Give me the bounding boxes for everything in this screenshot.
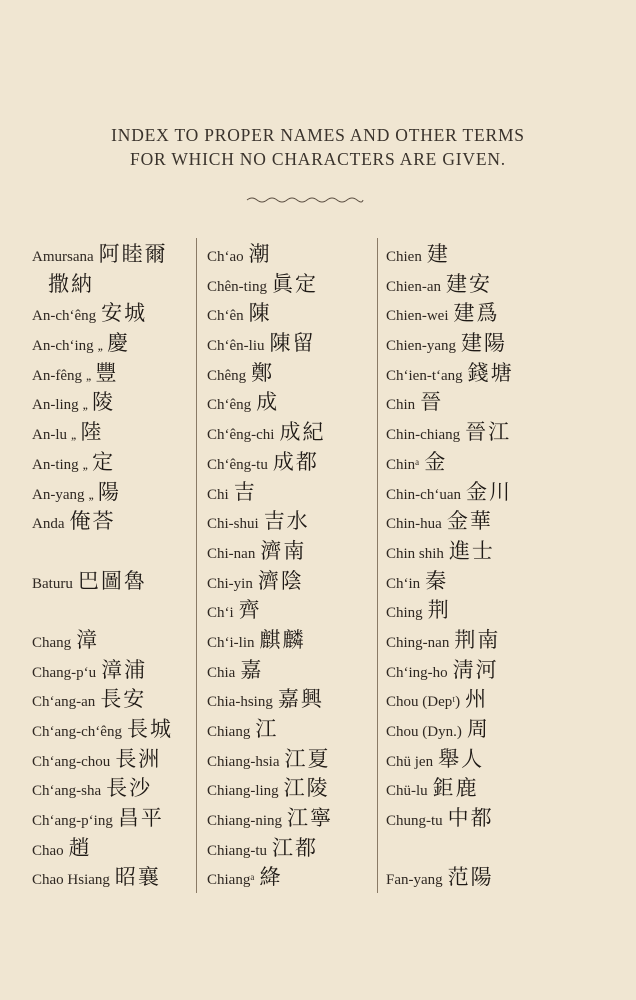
entry-romanization: Chʻang-an [32,694,96,711]
index-entry [32,656,232,686]
index-entry [207,270,407,300]
entry-characters: 江都 [272,835,318,860]
entry-romanization: An-fêng [32,367,82,384]
entry-romanization: Chʻao [207,249,244,265]
entry-characters: 阿睦爾 [98,242,168,266]
entry-characters: 麒麟 [259,627,306,652]
entry-romanization: An-ting [32,456,79,473]
ditto-mark: ,, [82,397,88,413]
entry-characters: 陳留 [269,331,316,356]
entry-characters: 長城 [126,717,173,741]
entry-romanization: Chiang-hsia [207,753,280,770]
entry-romanization: Chi-yin [207,575,253,592]
page-title-line-1: INDEX TO PROPER NAMES AND OTHER TERMS [111,125,525,145]
entry-romanization: Chiang-ning [207,813,282,830]
entry-characters: 金華 [446,509,493,534]
entry-characters: 眞定 [272,271,318,296]
index-entry [207,299,407,329]
index-column-3 [386,240,586,893]
entry-characters: 漳浦 [101,657,148,682]
entry-romanization: Chien-wei [386,308,449,325]
ditto-mark: ,, [82,456,88,472]
index-entry [207,685,407,715]
entry-romanization: Chʻêng-chi [207,427,275,444]
index-entry [386,596,586,626]
entry-characters: 絳 [259,865,283,890]
entry-romanization: Chou (Depᵗ) [386,694,461,711]
ditto-mark: ,, [97,338,103,354]
index-entry [386,448,586,478]
entry-romanization: Baturu [32,575,73,592]
ditto-mark: ,, [85,367,91,383]
entry-characters: 潮 [248,242,272,266]
entry-characters: 金 [424,449,448,474]
index-entry [207,240,407,270]
index-entry [386,863,586,893]
index-entry [386,478,586,508]
entry-characters: 成 [256,390,280,415]
entry-characters: 進士 [448,538,495,563]
index-entry [386,834,586,864]
entry-romanization: Chao Hsiang [32,872,110,889]
index-entry [207,745,407,775]
entry-romanization: An-lu [32,427,67,444]
index-entry [32,715,232,745]
entry-romanization: Chʻi-lin [207,634,255,651]
entry-romanization: Chia-hsing [207,694,273,711]
entry-characters: 長安 [100,687,147,712]
index-entry [207,329,407,359]
entry-characters: 安城 [101,301,148,326]
entry-romanization: An-chʻêng [32,308,97,325]
entry-romanization: Chʻang-chʻêng [32,724,122,740]
entry-romanization: Chʻin [386,575,421,592]
entry-characters: 建爲 [453,301,500,326]
index-entry [386,240,586,270]
entry-characters: 撒納 [48,271,94,296]
index-entry [32,240,232,270]
index-entry [32,863,232,893]
entry-romanization: Chang-pʻu [32,664,97,681]
entry-characters: 晉江 [465,420,512,445]
entry-characters: 濟南 [260,538,307,563]
entry-characters: 鉅鹿 [432,776,479,801]
entry-romanization: Chi-shui [207,516,259,533]
entry-characters: 昭襄 [114,865,161,890]
index-entry [207,774,407,804]
index-entry [207,863,407,893]
entry-romanization: Chʻêng-tu [207,456,268,473]
entry-characters: 長洲 [115,746,162,771]
entry-romanization: Chên-ting [207,278,267,295]
index-entry [32,804,232,834]
entry-characters: 俺荅 [69,509,116,534]
index-entry [207,804,407,834]
entry-romanization: Chi-nan [207,545,256,562]
index-entry [386,745,586,775]
index-entry [207,567,407,597]
index-entry [386,804,586,834]
index-entry [386,537,586,567]
index-entry [386,359,586,389]
index-entry [32,567,232,597]
entry-characters: 齊 [238,598,262,623]
entry-romanization: Chinᵃ [386,456,420,473]
entry-characters: 陳 [248,301,272,326]
entry-romanization: Chʻên-liu [207,338,265,355]
index-entry [207,656,407,686]
index-entry [32,834,232,864]
entry-romanization: Chin-chʻuan [386,486,461,503]
entry-characters: 建 [426,242,450,266]
entry-romanization: Amursana [32,249,94,265]
index-entry [32,537,232,567]
entry-characters: 豐 [95,360,119,385]
entry-characters: 趙 [68,835,92,860]
index-entry [386,626,586,656]
index-entry [386,418,586,448]
index-column-2 [207,240,407,893]
entry-characters: 濟陰 [257,568,304,593]
entry-romanization: Anda [32,516,65,533]
entry-romanization: An-ling [32,397,79,414]
entry-characters: 秦 [425,568,449,593]
index-entry [32,685,232,715]
index-entry [386,329,586,359]
index-entry [32,299,232,329]
entry-characters: 鄭 [251,360,275,385]
entry-romanization: Chao [32,842,64,859]
index-entry [32,774,232,804]
entry-romanization: Chêng [207,367,247,384]
entry-characters: 江夏 [284,746,331,771]
index-entry [207,596,407,626]
entry-romanization: Chia [207,664,236,681]
entry-characters: 漳 [76,627,100,652]
index-entry [32,478,232,508]
entry-characters: 錢塘 [467,360,514,385]
index-entry [386,685,586,715]
index-entry [32,626,232,656]
entry-characters: 淸河 [452,657,499,682]
index-entry [386,507,586,537]
entry-romanization: Chien-yang [386,338,456,355]
entry-romanization: Fan-yang [386,872,443,889]
index-entry [32,507,232,537]
entry-romanization: Chiang-ling [207,783,279,800]
page-title-line-2: FOR WHICH NO CHARACTERS ARE GIVEN. [130,149,506,169]
entry-romanization: An-chʻing [32,338,94,355]
index-entry [207,359,407,389]
index-entry [207,834,407,864]
entry-romanization: Chü jen [386,753,434,770]
index-entry [207,388,407,418]
entry-characters: 昌平 [117,806,164,831]
entry-characters: 舉人 [438,746,485,771]
entry-romanization: Chung-tu [386,813,443,830]
entry-characters: 成都 [272,449,319,474]
entry-romanization: An-yang [32,486,85,503]
entry-romanization: Chʻang-pʻing [32,813,113,830]
entry-romanization: Chiang-tu [207,842,267,859]
entry-characters: 江 [255,717,279,741]
entry-characters: 吉水 [263,509,310,534]
index-entry [207,507,407,537]
entry-characters: 江寧 [287,806,333,831]
index-entry [32,745,232,775]
entry-romanization: Chʻên [207,308,244,325]
index-entry [32,270,232,300]
entry-romanization: Chʻang-sha [32,783,102,800]
entry-characters: 陵 [92,390,116,415]
entry-romanization: Chou (Dyn.) [386,724,462,740]
entry-romanization: Chiang [207,724,251,740]
index-entry [207,448,407,478]
entry-romanization: Chin [386,397,416,414]
entry-characters: 陸 [80,420,104,445]
entry-characters: 金川 [465,479,512,504]
ditto-mark: ,, [88,486,93,502]
entry-characters: 嘉 [240,657,264,682]
index-entry [207,626,407,656]
entry-characters: 慶 [107,331,131,356]
entry-romanization: Chʻang-chou [32,753,111,770]
index-entry [32,448,232,478]
entry-romanization: Chiangᵃ [207,872,255,889]
index-entry [386,715,586,745]
entry-romanization: Chʻêng [207,397,252,414]
index-entry [207,537,407,567]
entry-characters: 荆 [427,598,451,623]
entry-characters: 荆南 [454,627,501,652]
index-entry [32,596,232,626]
entry-romanization: Chi [207,486,229,503]
entry-romanization: Ching-nan [386,634,450,651]
entry-romanization: Chʻi [207,605,234,622]
index-entry [386,299,586,329]
entry-characters: 定 [92,449,116,474]
entry-characters: 建安 [445,271,492,296]
entry-romanization: Chʻien-tʻang [386,367,463,384]
entry-characters: 建陽 [460,331,507,356]
entry-characters: 江陵 [283,776,330,801]
entry-characters: 范陽 [447,865,494,890]
entry-romanization: Chang [32,634,72,651]
index-entry [207,478,407,508]
entry-romanization: Chin shih [386,545,444,562]
index-entry [32,418,232,448]
entry-romanization: Chʻing-ho [386,664,448,681]
index-entry [32,329,232,359]
entry-romanization: Chien-an [386,278,441,295]
index-entry [386,567,586,597]
entry-characters: 巴圖魯 [77,568,147,593]
index-entry [386,656,586,686]
entry-characters: 晉 [420,390,444,415]
index-entry [386,270,586,300]
index-entry [386,774,586,804]
ornament-divider [245,192,365,208]
index-entry [386,388,586,418]
entry-romanization: Chien [386,249,422,265]
entry-characters: 成紀 [279,420,326,445]
entry-characters: 嘉興 [277,687,324,712]
index-entry [207,715,407,745]
index-entry [207,418,407,448]
entry-characters: 周 [466,717,490,741]
entry-romanization: Chin-chiang [386,427,461,444]
entry-characters: 中都 [447,806,494,831]
entry-characters: 陽 [98,479,121,504]
entry-romanization: Chin-hua [386,516,442,533]
index-entry [32,359,232,389]
ditto-mark: ,, [71,427,76,443]
entry-romanization: Chü-lu [386,783,428,800]
entry-characters: 長沙 [106,776,153,801]
index-column-1 [32,240,232,893]
entry-characters: 吉 [233,479,257,504]
entry-romanization: Ching [386,605,423,622]
entry-characters: 州 [465,687,489,712]
index-entry [32,388,232,418]
